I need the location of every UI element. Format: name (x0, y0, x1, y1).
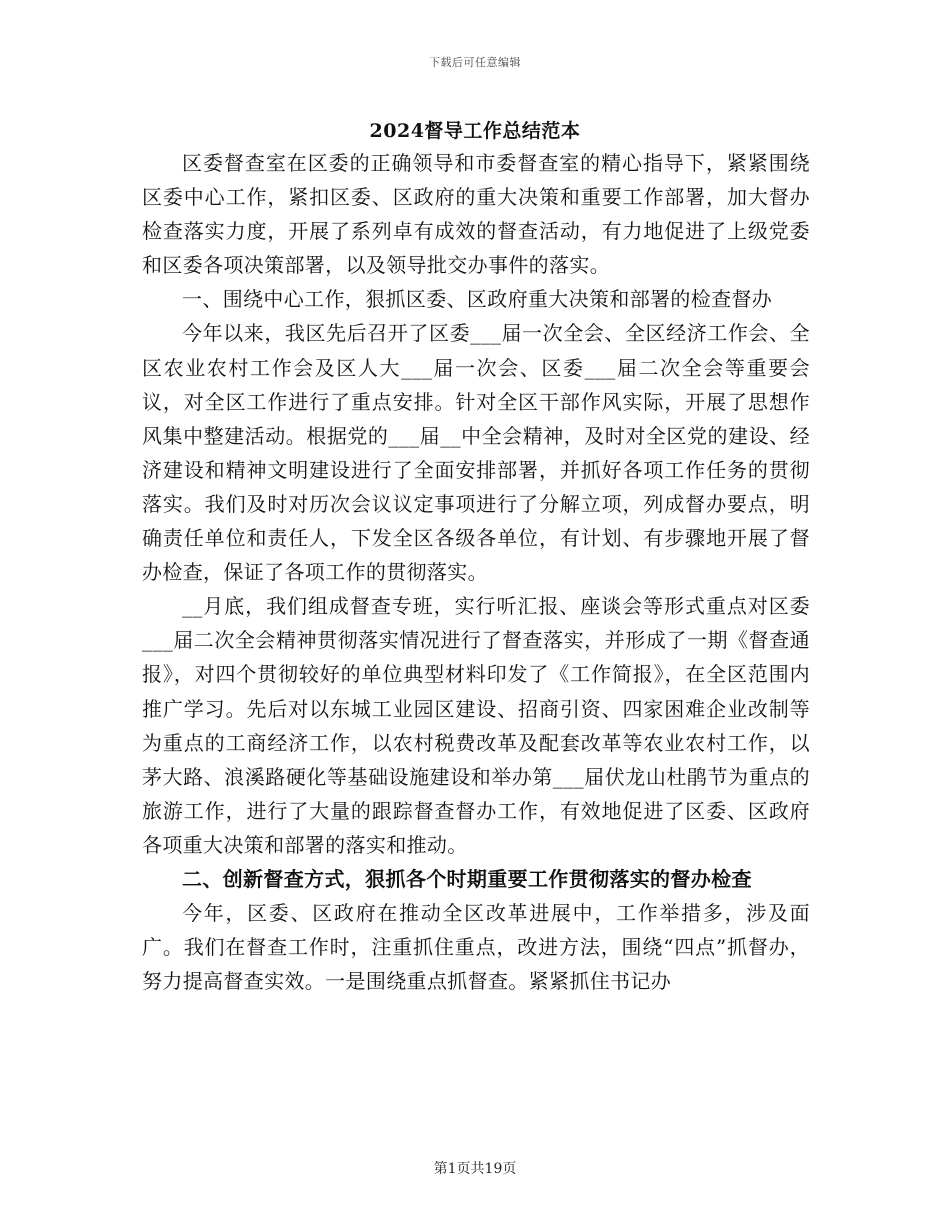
section-heading-1: 一、围绕中心工作，狠抓区委、区政府重大决策和部署的检查督办 (182, 287, 773, 312)
section-heading-2: 二、创新督查方式，狠抓各个时期重要工作贯彻落实的督办检查 (182, 866, 752, 891)
paragraph: __月底，我们组成督查专班，实行听汇报、座谈会等形式重点对区委___届二次全会精神贯彻落实情况进行了督查落实，并形成了一期《督查通报》，对四个贯彻较好的单位典型材料印发了《工作简报》，在全区范围内推广学习。先后对以东城工业园区建设、招商引资、四家困难企业改制等为重点的工商经济工作，以农村税费改革及配套改革等农业农村工作，以茅大路、浪溪路硬化等基础设施建设和举办第___届伏龙山杜鹃节为重点的旅游工作，进行了大量的跟踪督查督办工作，有效地促进了区委、区政府各项重大决策和部署的落实和推动。 (142, 594, 810, 857)
page-number: 第1页共19页 (433, 1161, 517, 1177)
paragraph: 今年以来，我区先后召开了区委___届一次全会、全区经济工作会、全区农业农村工作会及区人大___届一次会、区委___届二次全会等重要会议，对全区工作进行了重点安排。针对全区干部作风实际，开展了思想作风集中整建活动。根据党的___届__中全会精神，及时对全区党的建设、经济建设和精神文明建设进行了全面安排部署，并抓好各项工作任务的贯彻落实。我们及时对历次会议议定事项进行了分解立项，列成督办要点，明确责任单位和责任人，下发全区各级各单位，有计划、有步骤地开展了督办检查，保证了各项工作的贯彻落实。 (142, 321, 810, 585)
document-title: 2024督导工作总结范本 (369, 120, 581, 142)
header-note: 下载后可任意编辑 (429, 56, 521, 69)
paragraph-intro: 区委督查室在区委的正确领导和市委督查室的精心指导下，紧紧围绕区委中心工作，紧扣区委、区政府的重大决策和重要工作部署，加大督办检查落实力度，开展了系列卓有成效的督查活动，有力地促进了上级党委和区委各项决策部署，以及领导批交办事件的落实。 (142, 151, 810, 278)
document-body (142, 146, 810, 998)
paragraph: 今年，区委、区政府在推动全区改革进展中，工作举措多，涉及面广。我们在督查工作时，注重抓住重点，改进方法，围绕“四点”抓督办，努力提高督查实效。一是围绕重点抓督查。紧紧抓住书记办 (142, 901, 810, 994)
